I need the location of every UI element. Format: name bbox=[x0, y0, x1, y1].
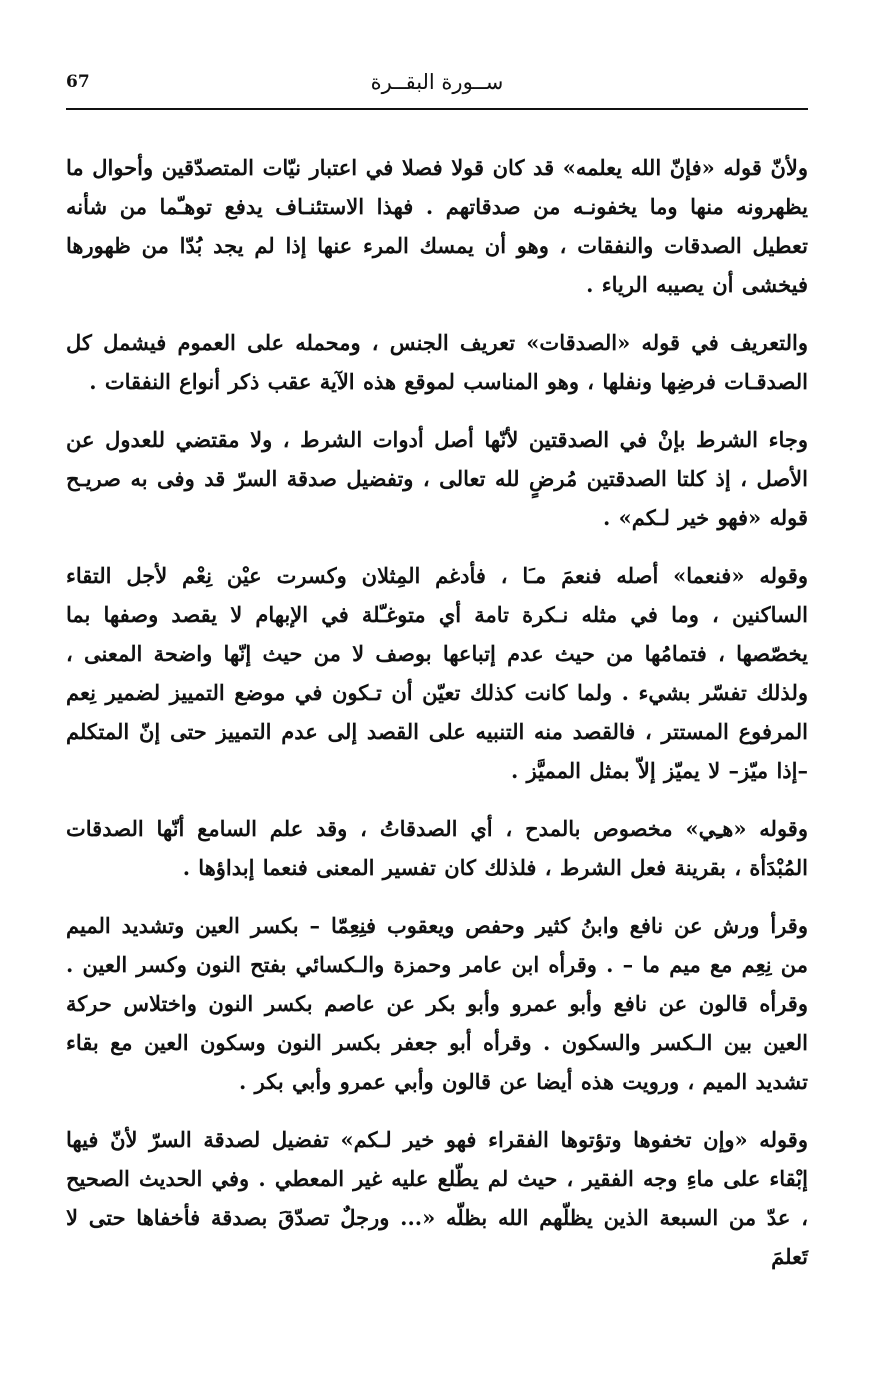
page-header bbox=[66, 70, 808, 100]
paragraph-4: وقوله «فنعما» أصله فنعمَ مـَا ، فأدغم المِثلان وكسرت عيْن نِعْم لأجل التقاء الساكنين ، وما في مثله نـكرة تامة أي متوغـّلة في الإبهام لا يقصد وصفها بما يخصّصها ، فتمامُها من حيث عدم إتباعها بوصف لا من حيث إنّها واضحة المعنى ، ولذلك تفسّر بشيء . ولما كانت كذلك تعيّن أن تـكون في موضع التمييز لضمير نِعم المرفوع المستتر ، فالقصد منه التنبيه على القصد إلى عدم التمييز حتى إنّ المتكلم –إذا ميّز– لا يميّز إلاّ بمثل المميَّز . bbox=[66, 563, 808, 783]
paragraph-2: والتعريف في قوله «الصدقات» تعريف الجنس ، ومحمله على العموم فيشمل كل الصدقـات فرضِها ونفلها ، وهو المناسب لموقع هذه الآية عقب ذكر أنواع النفقات . bbox=[66, 330, 808, 394]
main-text bbox=[66, 148, 808, 1295]
running-title: ســورة البقــرة bbox=[370, 70, 504, 94]
paragraph-1: ولأنّ قوله «فإنّ الله يعلمه» قد كان قولا فصلا في اعتبار نيّات المتصدّقين وأحوال ما يظهرونه منها وما يخفونـه من صدقاتهم . فهذا الاستئنـاف يدفع توهـّما من شأنه تعطيل الصدقات والنفقات ، وهو أن يمسك المرء عنها إذا لم يجد بُدّا من ظهورها فيخشى أن يصيبه الرياء . bbox=[66, 155, 808, 297]
paragraph-5: وقوله «هـِي» مخصوص بالمدح ، أي الصدقاتُ ، وقد علم السامع أنّها الصدقات المُبْدَأة ، بقرينة فعل الشرط ، فلذلك كان تفسير المعنى فنعما إبداؤها . bbox=[66, 816, 808, 880]
header-rule bbox=[66, 108, 808, 110]
paragraph-6: وقرأ ورش عن نافع وابنُ كثير وحفص ويعقوب فنِعِمّا – بكسر العين وتشديد الميم من نِعِم مع ميم ما – . وقرأه ابن عامر وحمزة والـكسائي بفتح النون وكسر العين . وقرأه قالون عن نافع وأبو عمرو وأبو بكر عن عاصم بكسر النون واختلاس حركة العين بين الـكسر والسكون . وقرأه أبو جعفر بكسر النون وسكون العين مع بقاء تشديد الميم ، ورويت هذه أيضا عن قالون وأبي عمرو وأبي بكر . bbox=[66, 913, 808, 1094]
paragraph-3: وجاء الشرط بإنْ في الصدقتين لأنّها أصل أدوات الشرط ، ولا مقتضي للعدول عن الأصل ، إذ كلتا الصدقتين مُرضٍ لله تعالى ، وتفضيل صدقة السرّ قد وفى به صريـح قوله «فهو خير لـكم» . bbox=[66, 427, 808, 530]
page-number: 67 bbox=[66, 72, 90, 92]
paragraph-7: وقوله «وإن تخفوها وتؤتوها الفقراء فهو خير لـكم» تفضيل لصدقة السرّ لأنّ فيها إبْقاء على ماءِ وجه الفقير ، حيث لم يطّلع عليه غير المعطي . وفي الحديث الصحيح ، عدّ من السبعة الذين يظلّهم الله بظلّه «... ورجلٌ تصدّقَ بصدقة فأخفاها حتى لا تَعلمَ bbox=[66, 1127, 808, 1269]
